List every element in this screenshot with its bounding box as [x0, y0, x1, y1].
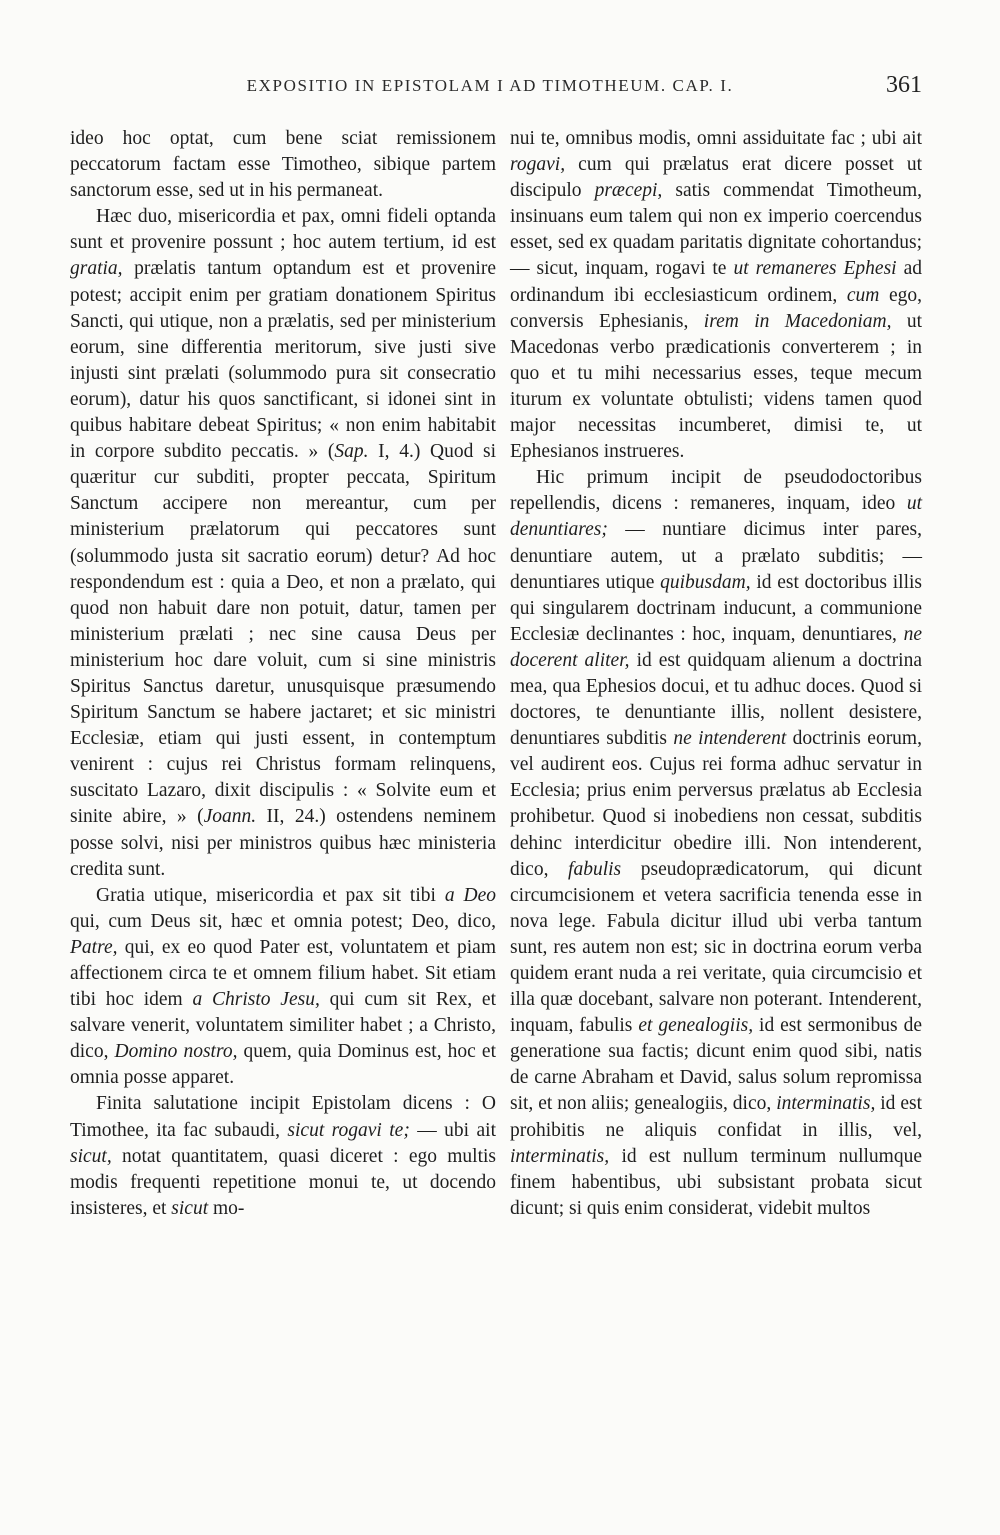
- paragraph: Hæc duo, misericordia et pax, omni fideli optanda sunt et provenire possunt ; hoc autem tertium, id est gratia, prælatis tantum optandum est et provenire potest; accipit enim per gratiam donationem Spiritus Sancti, qui utique, non a prælatis, sed per ministerium eorum, sine differentia meritorum, sive justi sive injusti sint prælati (solummodo pura sit consecratio eorum), datur his quos sanctificant, si idonei sint in quibus habitare debeat Spiritus; « non enim habitabit in corpore subdito peccatis. » (Sap. I, 4.) Quod si quæritur cur subditi, propter peccata, Spiritum Sanctum accipere non mereantur, cum per ministerium prælatorum qui peccatores sunt (solummodo justa sit sacratio eorum) detur? Ad hoc respondendum est : quia a Deo, et non a prælato, qui quod non habuit dare non potuit, datur, tamen per ministerium prælati ; nec sine causa Deus per ministerium hoc dare voluit, cum si sine ministris Spiritus Sanctus daretur, unusquisque præsumendo Spiritum Sanctum se habere jactaret; et sic ministri Ecclesiæ, etiam qui justi essent, in contemptum venirent : cujus rei Christus formam relinquens, suscitato Lazaro, dixit discipulis : « Solvite eum et sinite abire, » (Joann. II, 24.) ostendens neminem posse solvi, nisi per ministros quibus hæc ministeria credita sunt.: [70, 206, 497, 880]
- left-column: [70, 126, 496, 1222]
- page-number: 361: [886, 72, 922, 98]
- paragraph: Gratia utique, misericordia et pax sit tibi a Deo qui, cum Deus sit, hæc et omnia potest; Deo, dico, Patre, qui, ex eo quod Pater est, voluntatem et piam affectionem circa te et omnem filium habet. Sit etiam tibi hoc idem a Christo Jesu, qui cum sit Rex, et salvare venerit, voluntatem similiter habet ; a Christo, dico, Domino nostro, quem, quia Dominus est, hoc et omnia posse apparet.: [70, 884, 497, 1089]
- paragraph: nui te, omnibus modis, omni assiduitate fac ; ubi ait rogavi, cum qui prælatus erat dicere posset ut discipulo præcepi, satis commendat Timotheum, insinuans eum talem qui non ex imperio coercendus esset, sed ex quadam paritatis dignitate cohortandus; — sicut, inquam, rogavi te ut remaneres Ephesi ad ordinandum ibi ecclesiasticum ordinem, cum ego, conversis Ephesianis, irem in Macedoniam, ut Macedonas verbo prædicationis converterem ; in quo et tu mihi necessarius esses, teque mecum iturum ex voluntate obtulisti; videns tamen quod major necessitas incumberet, dimisi te, ut Ephesianos instrueres.: [510, 128, 923, 463]
- paragraph: ideo hoc optat, cum bene sciat remissionem peccatorum factam esse Timotheo, sibique partem sanctorum esse, sed ut in his permaneat.: [70, 128, 496, 202]
- paragraph: Hic primum incipit de pseudodoctoribus repellendis, dicens : remaneres, inquam, ideo ut denuntiares; — nuntiare dicimus inter pares, denuntiare autem, ut a prælato subditis; — denuntiares utique quibusdam, id est doctoribus illis qui singularem doctrinam inducunt, a communione Ecclesiæ declinantes : hoc, inquam, denuntiares, ne docerent aliter, id est quidquam alienum a doctrina mea, qua Ephesios docui, et tu adhuc doces. Quod si doctores, te denuntiante illis, nollent desistere, denuntiares subditis ne intenderent doctrinis eorum, vel audirent eos. Cujus rei forma adhuc servatur in Ecclesia; prius enim perversus prælatus ab Ecclesia prohibetur. Quod si inobediens non cessat, subditis dehinc interdicitur obedire illi. Non intenderent, dico, fabulis pseudoprædicatorum, qui dicunt circumcisionem et vetera sacrificia tenenda esse in nova lege. Fabula dicitur illud ubi verba tantum sunt, res autem non est; sic in doctrina eorum verba quidem erant nuda a rei veritate, quia circumcisio et illa quæ docebant, salvare non poterant. Intenderent, inquam, fabulis et genealogiis, id est sermonibus de generatione sua factis; dicunt enim quod sibi, natis de carne Abraham et David, salus solum repromissa sit, et non aliis; genealogiis, dico, interminatis, id est prohibitis ne aliquis confidat in illis, vel, interminatis, id est nullum terminum nullumque finem habentibus, ubi subsistant probata sicut dicunt; si quis enim considerat, videbit multos: [510, 467, 922, 1219]
- paragraph: Finita salutatione incipit Epistolam dicens : O Timothee, ita fac subaudi, sicut rogavi te; — ubi ait sicut, notat quantitatem, quasi diceret : ego multis modis frequenti repetitione monui te, ut docendo insisteres, et sicut mo-: [70, 1093, 496, 1219]
- running-title: EXPOSITIO IN EPISTOLAM I AD TIMOTHEUM. CAP. I.: [246, 76, 734, 95]
- right-column: [510, 126, 922, 1222]
